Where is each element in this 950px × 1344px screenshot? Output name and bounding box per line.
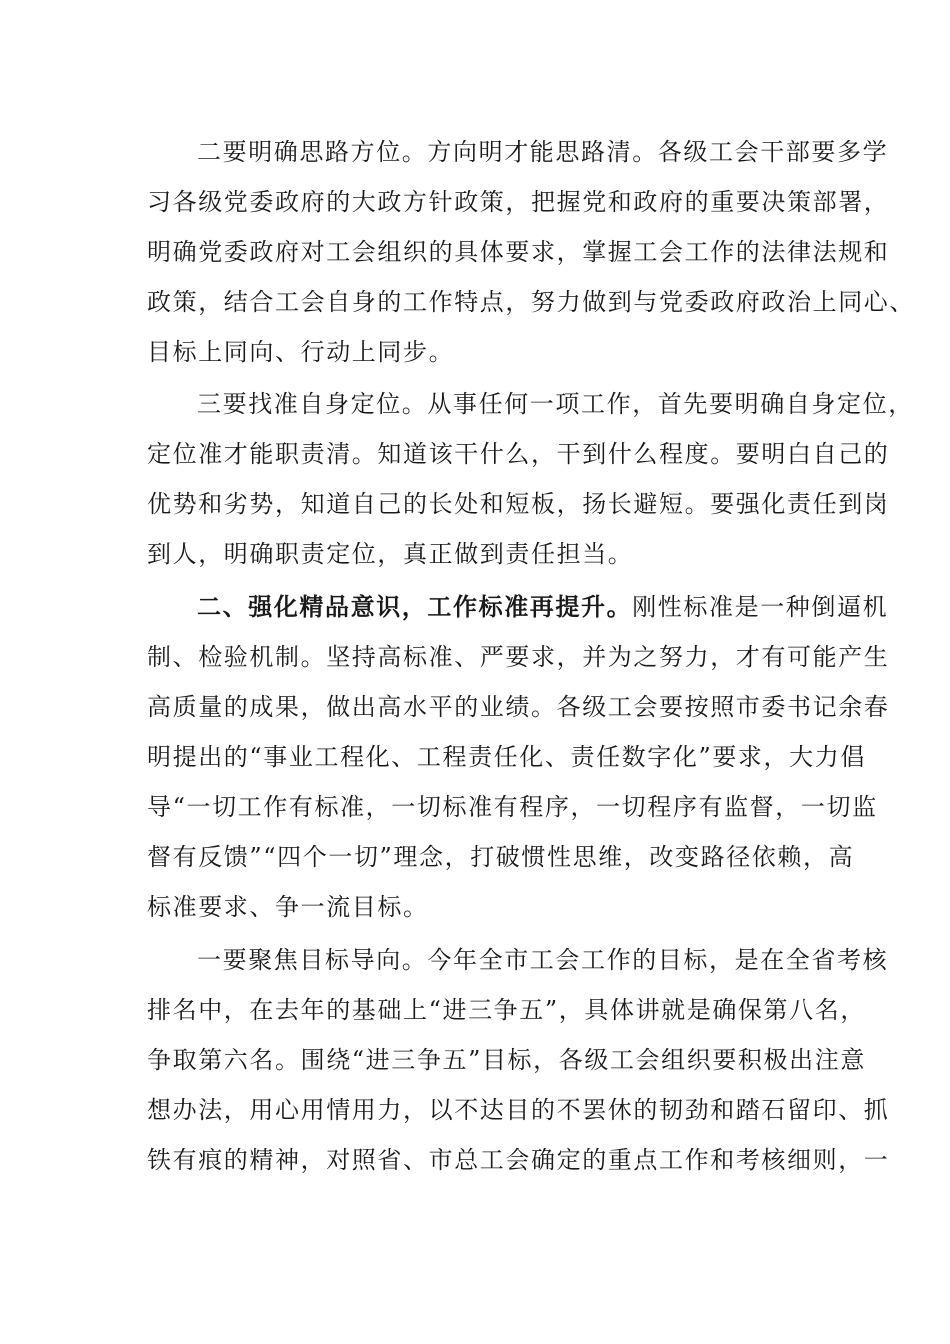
paragraph-3-line-6: 督有反馈”“四个一切”理念，打破惯性思维，改变路径依赖，高: [147, 843, 855, 871]
paragraph-1-line-3: 明确党委政府对工会组织的具体要求，掌握工会工作的法律法规和: [147, 238, 890, 266]
paragraph-1-line-5: 目标上同向、行动上同步。: [147, 338, 455, 366]
paragraph-4-line-1: 一要聚焦目标导向。今年全市工会工作的目标，是在全省考核: [197, 946, 889, 974]
paragraph-3-line-3: 高质量的成果，做出高水平的业绩。各级工会要按照市委书记余春: [147, 693, 890, 721]
section-heading-continuation: 刚性标准是一种倒逼机: [632, 593, 889, 621]
paragraph-4-line-4: 想办法，用心用情用力，以不达目的不罢休的韧劲和踏石留印、抓: [147, 1096, 890, 1124]
paragraph-3-line-5: 导“一切工作有标准，一切标准有程序，一切程序有监督，一切监: [147, 793, 878, 821]
paragraph-2-line-1: 三要找准自身定位。从事任何一项工作，首先要明确自身定位，: [197, 390, 914, 418]
paragraph-3-line-7: 标准要求、争一流目标。: [147, 893, 429, 921]
paragraph-2-line-3: 优势和劣势，知道自己的长处和短板，扬长避短。要强化责任到岗: [147, 490, 890, 518]
paragraph-1-line-4: 政策，结合工会自身的工作特点，努力做到与党委政府政治上同心、: [147, 288, 915, 316]
paragraph-3-line-4: 明提出的“事业工程化、工程责任化、责任数字化”要求，大力倡: [147, 743, 866, 771]
paragraph-4-line-5: 铁有痕的精神，对照省、市总工会确定的重点工作和考核细则，一: [147, 1146, 890, 1174]
section-heading-line: [197, 591, 888, 623]
paragraph-1-line-2: 习各级党委政府的大政方针政策，把握党和政府的重要决策部署，: [147, 188, 890, 216]
paragraph-2-line-2: 定位准才能职责清。知道该干什么，干到什么程度。要明白自己的: [147, 440, 890, 468]
section-heading: 二、强化精品意识，工作标准再提升。: [197, 593, 633, 621]
paragraph-1-line-1: 二要明确思路方位。方向明才能思路清。各级工会干部要多学: [197, 138, 889, 166]
paragraph-4-line-2: 排名中，在去年的基础上“进三争五”，具体讲就是确保第八名，: [147, 996, 866, 1024]
paragraph-3-line-2: 制、检验机制。坚持高标准、严要求，并为之努力，才有可能产生: [147, 643, 890, 671]
paragraph-4-line-3: 争取第六名。围绕“进三争五”目标，各级工会组织要积极出注意: [147, 1046, 866, 1074]
paragraph-2-line-4: 到人，明确职责定位，真正做到责任担当。: [147, 540, 634, 568]
